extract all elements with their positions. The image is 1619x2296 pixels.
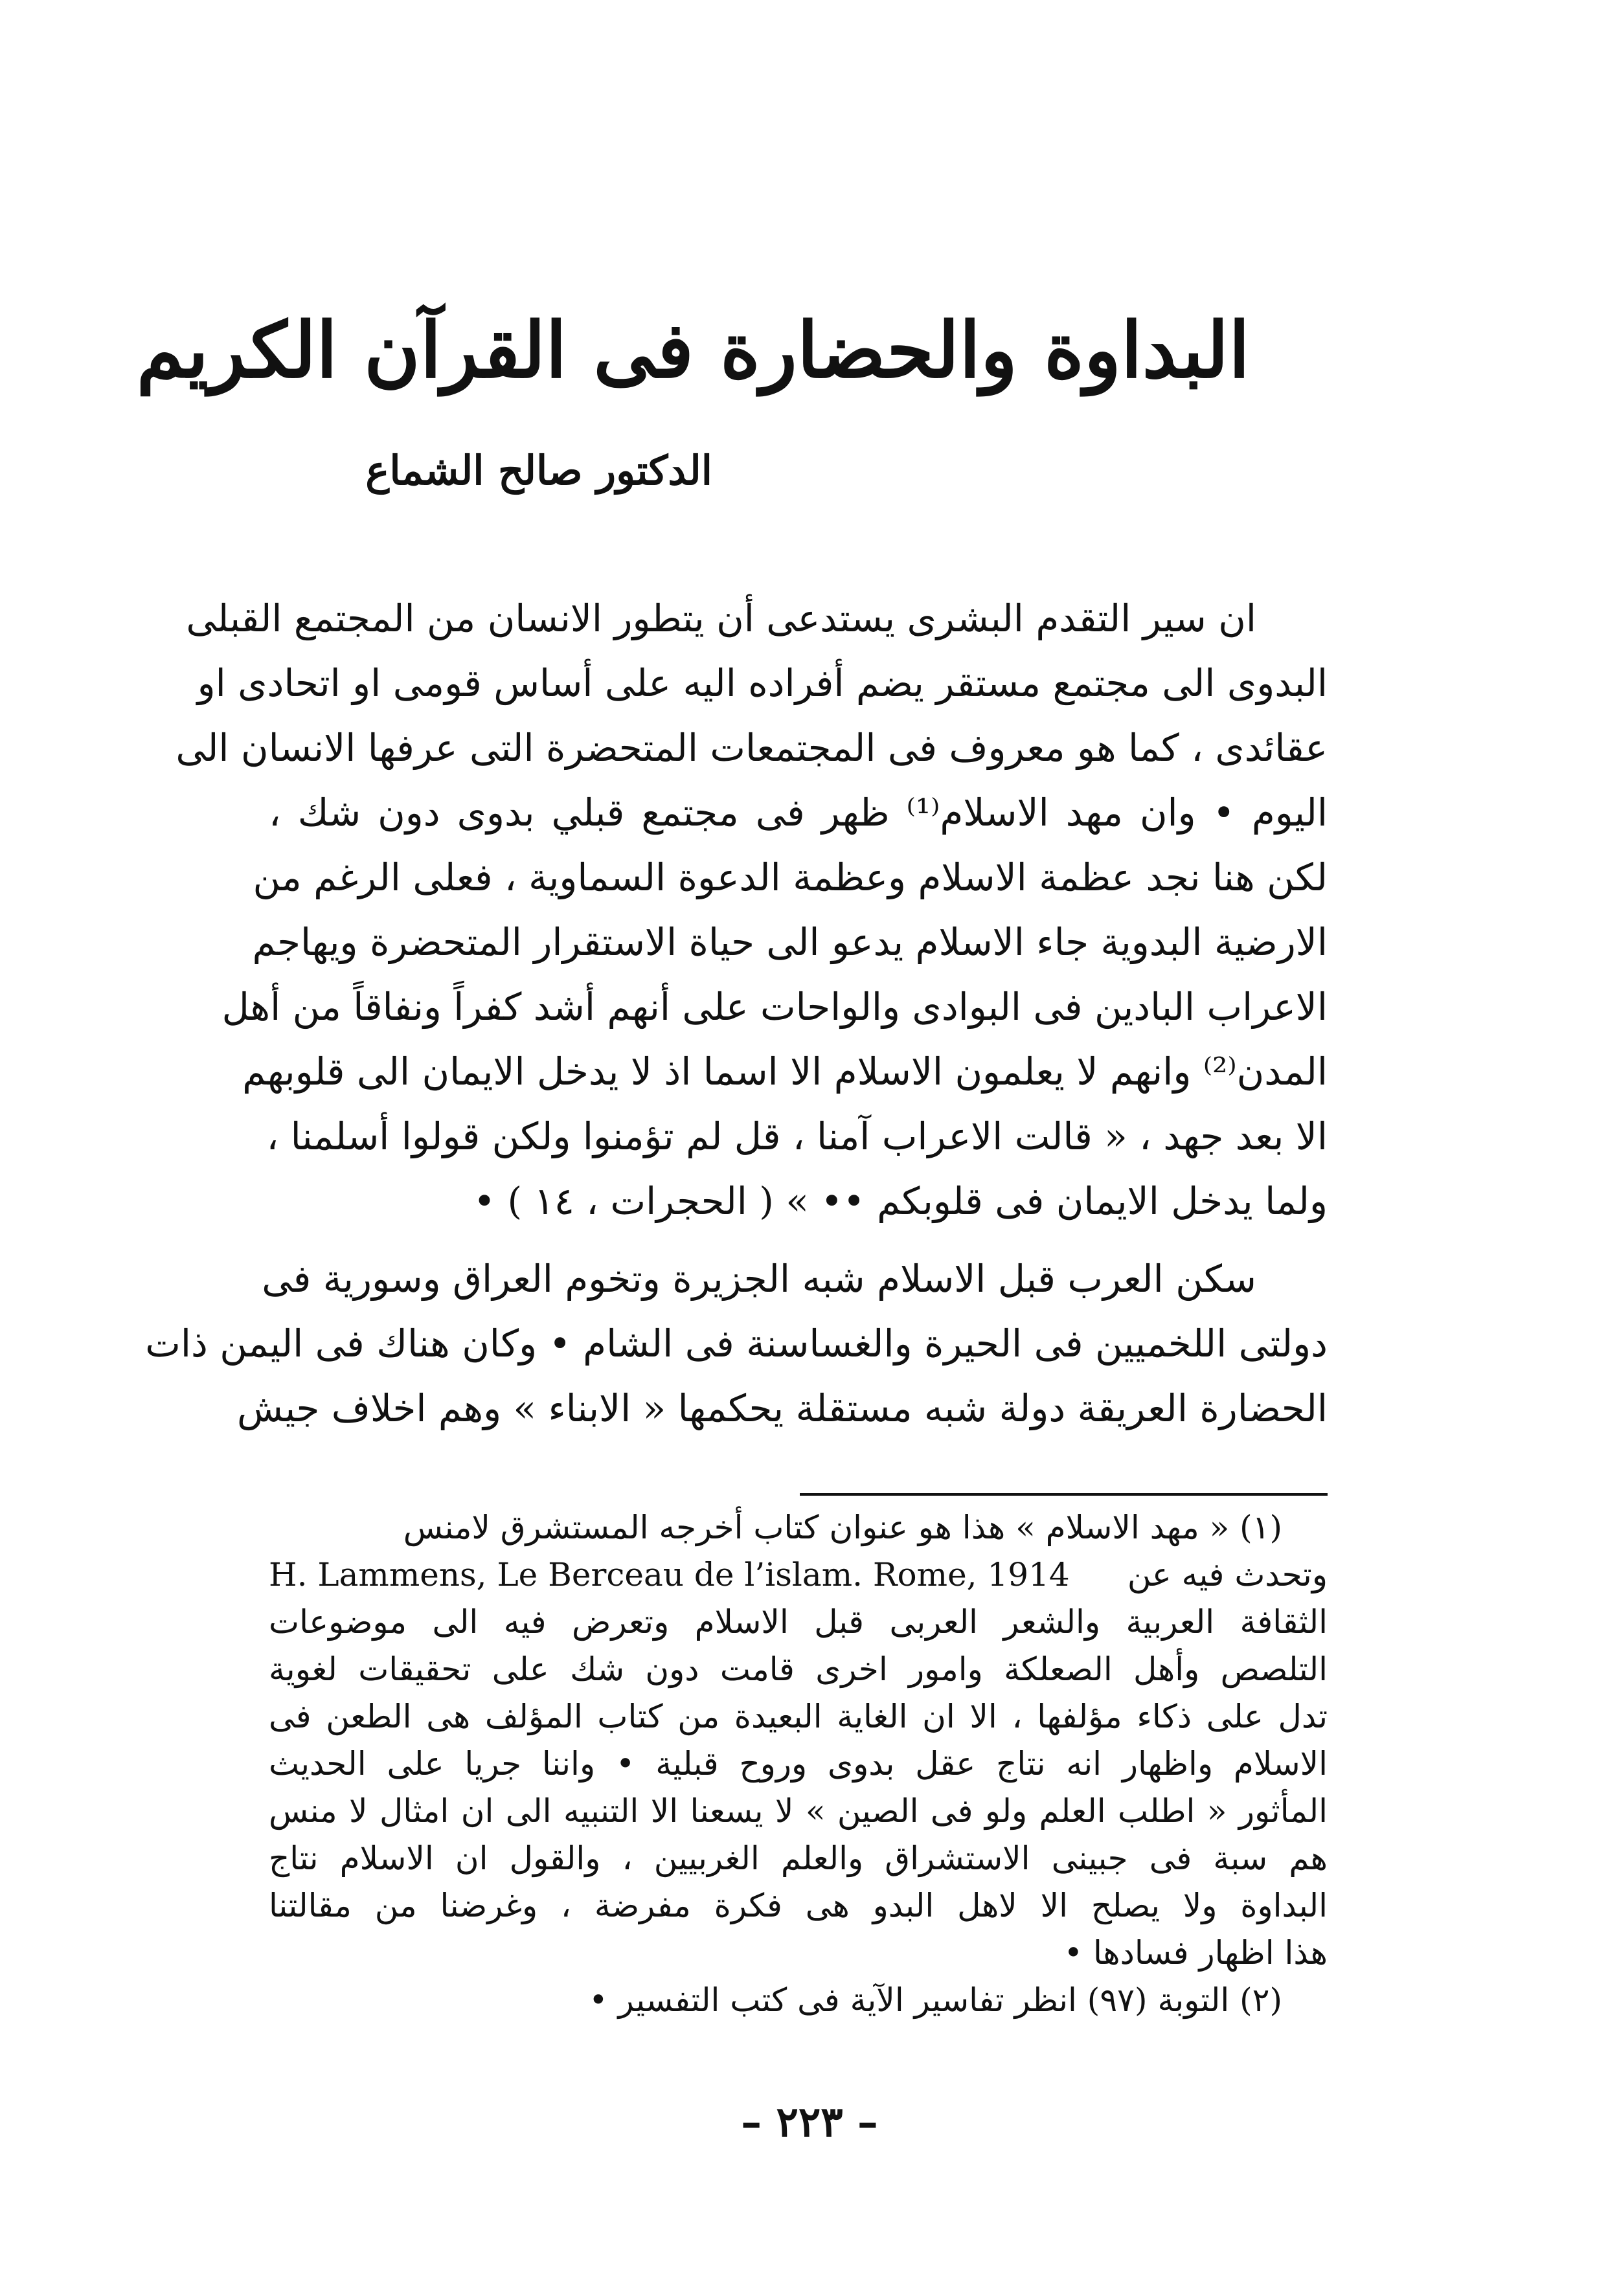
body-line: لكن هنا نجد عظمة الاسلام وعظمة الدعوة السماوية ، فعلى الرغم من: [253, 855, 1328, 899]
page-number: – ٢٢٣ –: [741, 2098, 878, 2146]
body-line: اليوم • وان مهد الاسلام⁽¹⁾ ظهر فى مجتمع قبلي بدوى دون شك ،: [269, 791, 1328, 835]
body-line: ولما يدخل الايمان فى قلوبكم •• » ( الحجرات ، ١٤ ) •: [473, 1179, 1328, 1223]
body-line: البدوى الى مجتمع مستقر يضم أفراده اليه على أساس قومى او اتحادى او: [197, 661, 1328, 705]
footnote-line: الثقافة العربية والشعر العربى قبل الاسلام وتعرض فيه الى موضوعات: [269, 1603, 1328, 1641]
body-line: الارضية البدوية جاء الاسلام يدعو الى حياة الاستقرار المتحضرة ويهاجم: [252, 920, 1328, 964]
body-line: المدن⁽²⁾ وانهم لا يعلمون الاسلام الا اسما اذ لا يدخل الايمان الى قلوبهم: [242, 1050, 1328, 1094]
footnote-line: (٢) التوبة (٩٧) انظر تفاسير الآية فى كتب التفسير •: [589, 1981, 1282, 2019]
body-line: سكن العرب قبل الاسلام شبه الجزيرة وتخوم العراق وسورية فى: [262, 1257, 1256, 1301]
body-line: الا بعد جهد ، « قالت الاعراب آمنا ، قل لم تؤمنوا ولكن قولوا أسلمنا ،: [266, 1114, 1328, 1158]
body-line: الحضارة العريقة دولة شبه مستقلة يحكمها « الابناء » وهم اخلاف جيش: [237, 1386, 1328, 1430]
footnote-line: هذا اظهار فسادها •: [1063, 1934, 1328, 1972]
footnote-line: المأثور « اطلب العلم ولو فى الصين » لا يسعنا الا التنبيه الى ان امثال لا منس: [269, 1792, 1328, 1830]
footnote-line: (١) « مهد الاسلام » هذا هو عنوان كتاب أخرجه المستشرق لامنس: [403, 1509, 1282, 1546]
body-line: عقائدى ، كما هو معروف فى المجتمعات المتحضرة التى عرفها الانسان الى: [175, 726, 1328, 770]
body-line: ان سير التقدم البشرى يستدعى أن يتطور الانسان من المجتمع القبلى: [186, 596, 1256, 640]
footnote-line: البداوة ولا يصلح الا لاهل البدو هى فكرة مفرضة ، وغرضنا من مقالتنا: [269, 1887, 1328, 1924]
body-line: دولتى اللخميين فى الحيرة والغساسنة فى الشام • وكان هناك فى اليمن ذات: [145, 1322, 1328, 1366]
author-name: الدكتور صالح الشماع: [365, 447, 712, 494]
footnote-line: التلصص وأهل الصعلكة وامور اخرى قامت دون شك على تحقيقات لغوية: [269, 1650, 1328, 1688]
article-title: البداوة والحضارة فى القرآن الكريم: [136, 305, 1250, 395]
footnote-line: وتحدث فيه عن: [1127, 1556, 1328, 1593]
footnote-line: الاسلام واظهار انه نتاج عقل بدوى وروح قبلية • واننا جريا على الحديث: [269, 1745, 1328, 1783]
footnote-line: هم سبة فى جبينى الاستشراق والعلم الغربيين ، والقول ان الاسلام نتاج: [269, 1840, 1328, 1877]
body-line: الاعراب البادين فى البوادى والواحات على أنهم أشد كفراً ونفاقاً من أهل: [221, 985, 1328, 1029]
footnote-line: تدل على ذكاء مؤلفها ، الا ان الغاية البعيدة من كتاب المؤلف هى الطعن فى: [269, 1698, 1328, 1735]
footnote-citation: H. Lammens, Le Berceau de l’islam. Rome, 1914: [269, 1556, 1070, 1593]
footnote-separator: [800, 1493, 1328, 1496]
